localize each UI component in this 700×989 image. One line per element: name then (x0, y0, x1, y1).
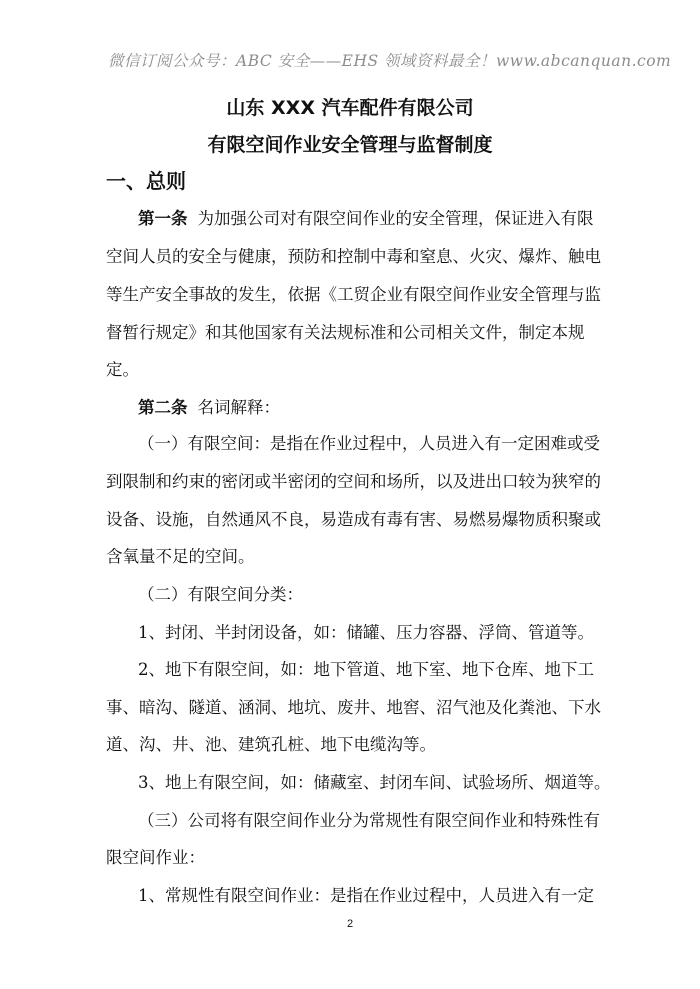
article-1-label: 第一条 (138, 209, 188, 228)
definition-line-2: 到限制和约束的密闭或半密闭的空间和场所，以及进出口较为狭窄的 (106, 472, 601, 491)
article-1-line-5: 定。 (106, 360, 139, 379)
header-watermark: 微信订阅公众号：ABC 安全——EHS 领域资料最全！www.abcanquan.com (108, 52, 672, 70)
article-1-text: 为加强公司对有限空间作业的安全管理，保证进入有限 (197, 209, 594, 228)
article-1-line-1 (138, 208, 594, 230)
category-line-2: 限空间作业： (106, 848, 205, 867)
article-2-text: 名词解释： (197, 398, 280, 417)
document-title: 有限空间作业安全管理与监督制度 (207, 134, 493, 156)
definition-line-4: 含氧量不足的空间。 (106, 547, 255, 566)
classification-item-2-line-2: 事、暗沟、隧道、涵洞、地坑、废井、地窖、沼气池及化粪池、下水 (106, 698, 601, 717)
article-1-line-4: 督暂行规定》和其他国家有关法规标准和公司相关文件，制定本规 (106, 323, 585, 342)
classification-item-1: 1、封闭、半封闭设备，如：储罐、压力容器、浮筒、管道等。 (138, 623, 594, 642)
classification-item-2-line-3: 道、沟、井、池、建筑孔桩、地下电缆沟等。 (106, 735, 436, 754)
regular-operation-line: 1、常规性有限空间作业：是指在作业过程中，人员进入有一定 (138, 886, 594, 905)
article-1-line-3: 等生产安全事故的发生，依据《工贸企业有限空间作业安全管理与监 (106, 285, 601, 304)
classification-item-3: 3、地上有限空间，如：储藏室、封闭车间、试验场所、烟道等。 (138, 773, 611, 792)
article-1-line-2: 空间人员的安全与健康，预防和控制中毒和窒息、火灾、爆炸、触电 (106, 247, 601, 266)
article-2-line-1 (138, 397, 280, 419)
category-line-1: （三）公司将有限空间作业分为常规性有限空间作业和特殊性有 (138, 811, 600, 830)
classification-item-2-line-1: 2、地下有限空间，如：地下管道、地下室、地下仓库、地下工 (138, 660, 594, 679)
article-2-label: 第二条 (138, 398, 188, 417)
definition-line-1: （一）有限空间：是指在作业过程中，人员进入有一定困难或受 (138, 434, 600, 453)
company-title: 山东 XXX 汽车配件有限公司 (226, 97, 474, 119)
section-heading-general: 一、总则 (106, 169, 186, 193)
classification-title: （二）有限空间分类： (138, 585, 303, 604)
page-number: 2 (346, 918, 354, 930)
definition-line-3: 设备、设施，自然通风不良，易造成有毒有害、易燃易爆物质积聚或 (106, 510, 601, 529)
